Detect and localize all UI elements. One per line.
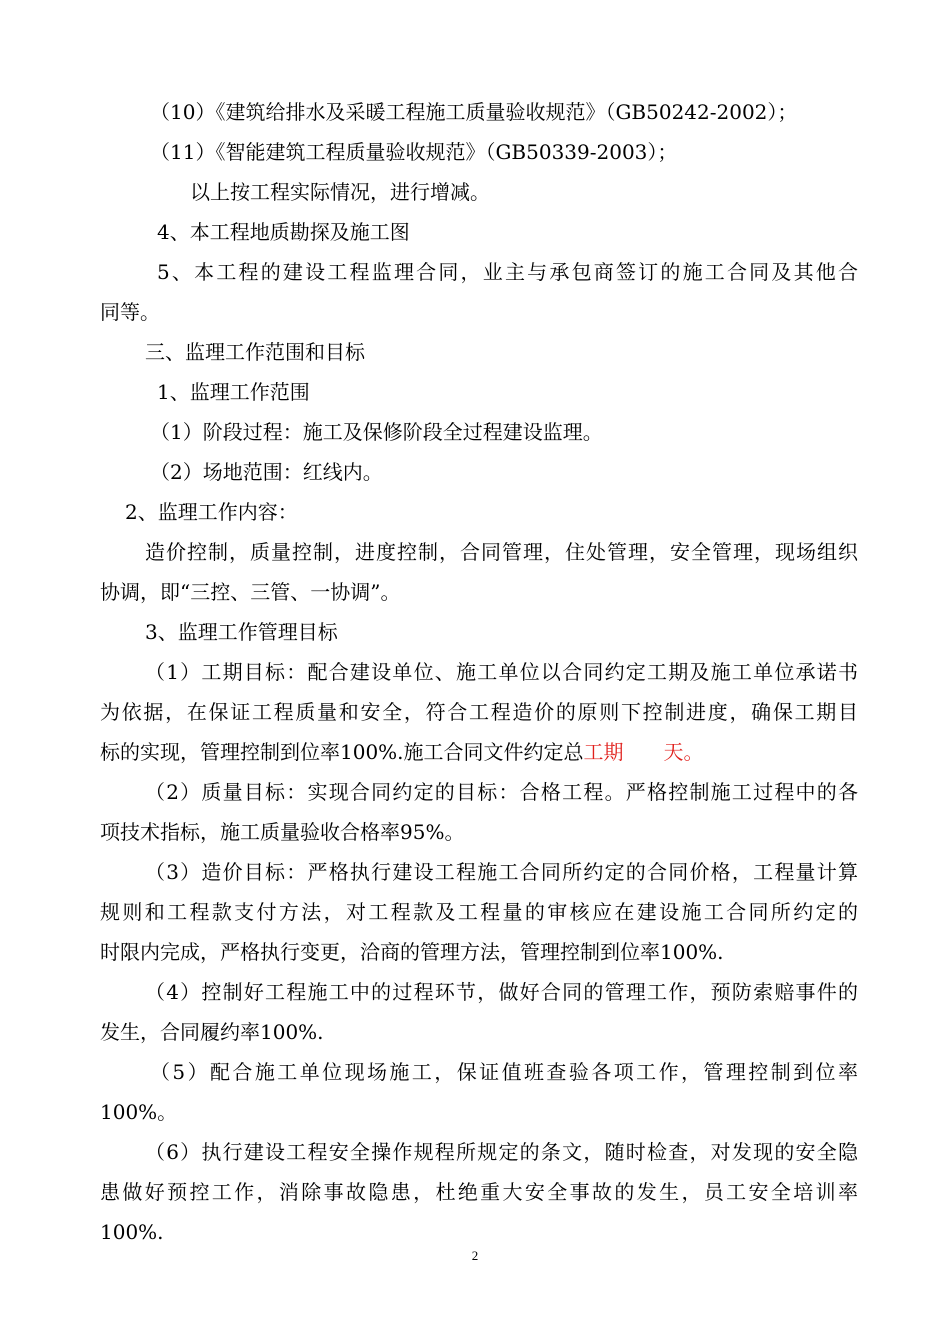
subheading-content: 2、监理工作内容： — [125, 500, 298, 524]
basis-item-5-cont: 同等。 — [100, 300, 160, 324]
basis-item-5: 5、本工程的建设工程监理合同，业主与承包商签订的施工合同及其他合 — [157, 260, 858, 284]
scope-item-2: （2）场地范围：红线内。 — [150, 460, 383, 484]
scope-item-1: （1）阶段过程：施工及保修阶段全过程建设监理。 — [150, 420, 603, 444]
goal-6-line-1: （6）执行建设工程安全操作规程所规定的条文，随时检查，对发现的安全隐 — [145, 1140, 858, 1164]
goal-5-line-2: 100%。 — [100, 1100, 178, 1124]
content-line-1: 造价控制，质量控制，进度控制，合同管理，住处管理，安全管理，现场组织 — [145, 540, 858, 564]
subheading-scope: 1、监理工作范围 — [157, 380, 310, 404]
note-line: 以上按工程实际情况，进行增减。 — [190, 180, 490, 204]
goal-3-line-2: 规则和工程款支付方法，对工程款及工程量的审核应在建设施工合同所约定的 — [100, 900, 858, 924]
section-heading-3: 三、监理工作范围和目标 — [145, 340, 365, 364]
goal-3-line-1: （3）造价目标：严格执行建设工程施工合同所约定的合同价格，工程量计算 — [145, 860, 858, 884]
goal-2-line-1: （2）质量目标：实现合同约定的目标：合格工程。严格控制施工过程中的各 — [145, 780, 858, 804]
goal-1-line-2: 为依据，在保证工程质量和安全，符合工程造价的原则下控制进度，确保工期目 — [100, 700, 858, 724]
goal-4-line-1: （4）控制好工程施工中的过程环节，做好合同的管理工作，预防索赔事件的 — [145, 980, 858, 1004]
subheading-goals: 3、监理工作管理目标 — [145, 620, 338, 644]
standard-item-11: （11）《智能建筑工程质量验收规范》（GB50339-2003）； — [150, 140, 678, 164]
goal-2-line-2: 项技术指标，施工质量验收合格率95%。 — [100, 820, 465, 844]
goal-4-line-2: 发生，合同履约率100%. — [100, 1020, 324, 1044]
goal-1-line-1: （1）工期目标：配合建设单位、施工单位以合同约定工期及施工单位承诺书 — [145, 660, 858, 684]
duration-highlight: 工期 — [583, 740, 624, 764]
goal-6-line-2: 患做好预控工作，消除事故隐患，杜绝重大安全事故的发生，员工安全培训率 — [100, 1180, 858, 1204]
days-highlight: 天。 — [663, 740, 704, 764]
page-number: 2 — [471, 1248, 479, 1263]
goal-3-line-3: 时限内完成，严格执行变更，洽商的管理方法，管理控制到位率100%. — [100, 940, 724, 964]
basis-item-4: 4、本工程地质勘探及施工图 — [157, 220, 410, 244]
goal-5-line-1: （5）配合施工单位现场施工，保证值班查验各项工作，管理控制到位率 — [150, 1060, 858, 1084]
goal-6-line-3: 100%. — [100, 1220, 164, 1244]
content-line-2: 协调，即“三控、三管、一协调”。 — [100, 580, 401, 604]
goal-1-text: 标的实现，管理控制到位率100%.施工合同文件约定总 — [100, 740, 584, 764]
goal-1-line-3 — [100, 738, 704, 766]
standard-item-10: （10）《建筑给排水及采暖工程施工质量验收规范》（GB50242-2002）； — [150, 100, 798, 124]
